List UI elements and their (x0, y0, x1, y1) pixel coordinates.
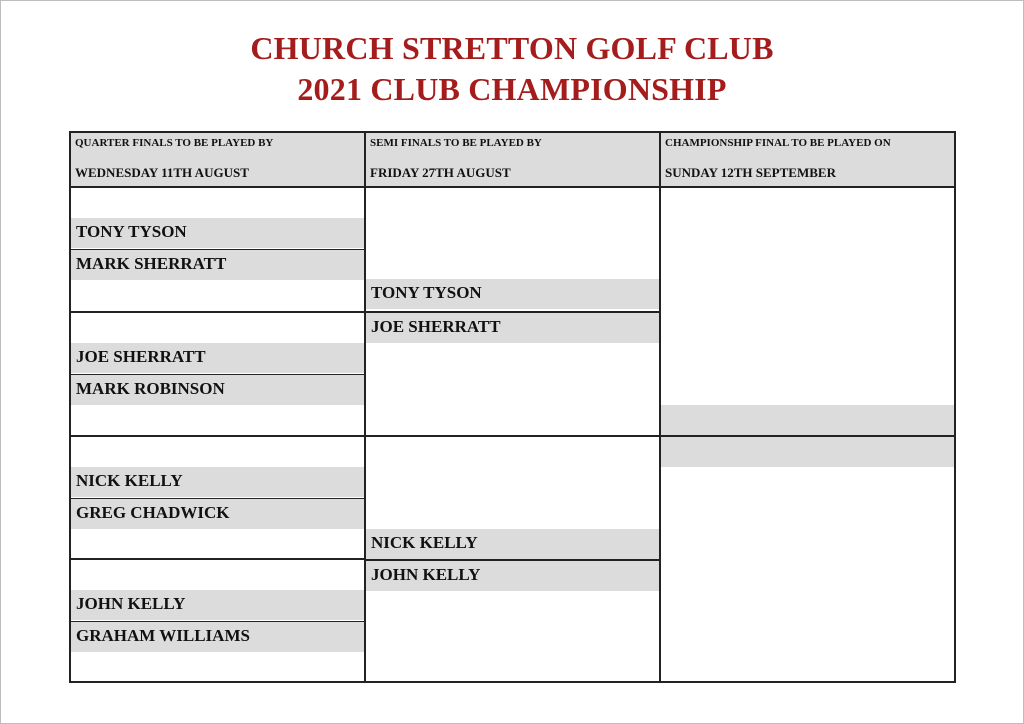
quarter-finals-header (71, 132, 365, 187)
header-bottom-border (69, 186, 956, 188)
sf1-player1: TONY TYSON (371, 283, 482, 302)
table-top-border (69, 131, 956, 133)
page-subtitle: 2021 CLUB CHAMPIONSHIP (297, 71, 727, 107)
semi-finals-header (366, 132, 660, 187)
qf2-player1-slot (71, 343, 364, 373)
sf1-player1-slot (366, 279, 659, 309)
qf1-player2-slot (71, 250, 364, 280)
qf4-player1-slot (71, 590, 364, 620)
qf3-divider (69, 498, 365, 499)
qf1-player1-slot (71, 218, 364, 248)
sf2-player1-slot (366, 529, 659, 559)
qf2-player1: JOE SHERRATT (76, 347, 206, 366)
qf4-player2: GRAHAM WILLIAMS (76, 626, 250, 645)
table-right-border (954, 131, 956, 683)
sf2-player1: NICK KELLY (371, 533, 478, 552)
quarter-finals-header-date: WEDNESDAY 11TH AUGUST (75, 165, 249, 180)
table-left-border (69, 131, 71, 683)
qf3-player2: GREG CHADWICK (76, 503, 230, 522)
column-divider-1 (364, 131, 366, 683)
qf2-player2-slot (71, 375, 364, 405)
final-player1-slot (661, 405, 954, 435)
sf1-player2: JOE SHERRATT (371, 317, 501, 336)
qf1-divider (69, 249, 365, 250)
qf3-player1-slot (71, 467, 364, 497)
sf1-divider (364, 311, 661, 313)
qf1-player1: TONY TYSON (76, 222, 187, 241)
final-header-label: CHAMPIONSHIP FINAL TO BE PLAYED ON (665, 137, 891, 149)
qf1-player2: MARK SHERRATT (76, 254, 227, 273)
qf4-player2-slot (71, 622, 364, 652)
final-header-date: SUNDAY 12TH SEPTEMBER (665, 165, 836, 180)
qf4-divider (69, 621, 365, 622)
qf4-player1: JOHN KELLY (76, 594, 186, 613)
qf3-player2-slot (71, 499, 364, 529)
quarter-finals-header-label: QUARTER FINALS TO BE PLAYED BY (75, 137, 274, 149)
column-divider-2 (659, 131, 661, 683)
table-bottom-border (69, 681, 956, 683)
semi-finals-header-date: FRIDAY 27TH AUGUST (370, 165, 511, 180)
sf2-divider (364, 559, 661, 561)
bracket-half-divider (69, 435, 956, 437)
sf1-player2-slot (366, 313, 659, 343)
qf-match-divider-2 (69, 558, 366, 560)
final-player2-slot (661, 437, 954, 467)
semi-finals-header-label: SEMI FINALS TO BE PLAYED BY (370, 137, 542, 149)
sf2-player2-slot (366, 561, 659, 591)
qf2-player2: MARK ROBINSON (76, 379, 225, 398)
final-header (661, 132, 955, 187)
qf2-divider (69, 374, 365, 375)
qf-match-divider-1 (69, 311, 366, 313)
sf2-player2: JOHN KELLY (371, 565, 481, 584)
qf3-player1: NICK KELLY (76, 471, 183, 490)
page-title: CHURCH STRETTON GOLF CLUB (250, 30, 774, 66)
